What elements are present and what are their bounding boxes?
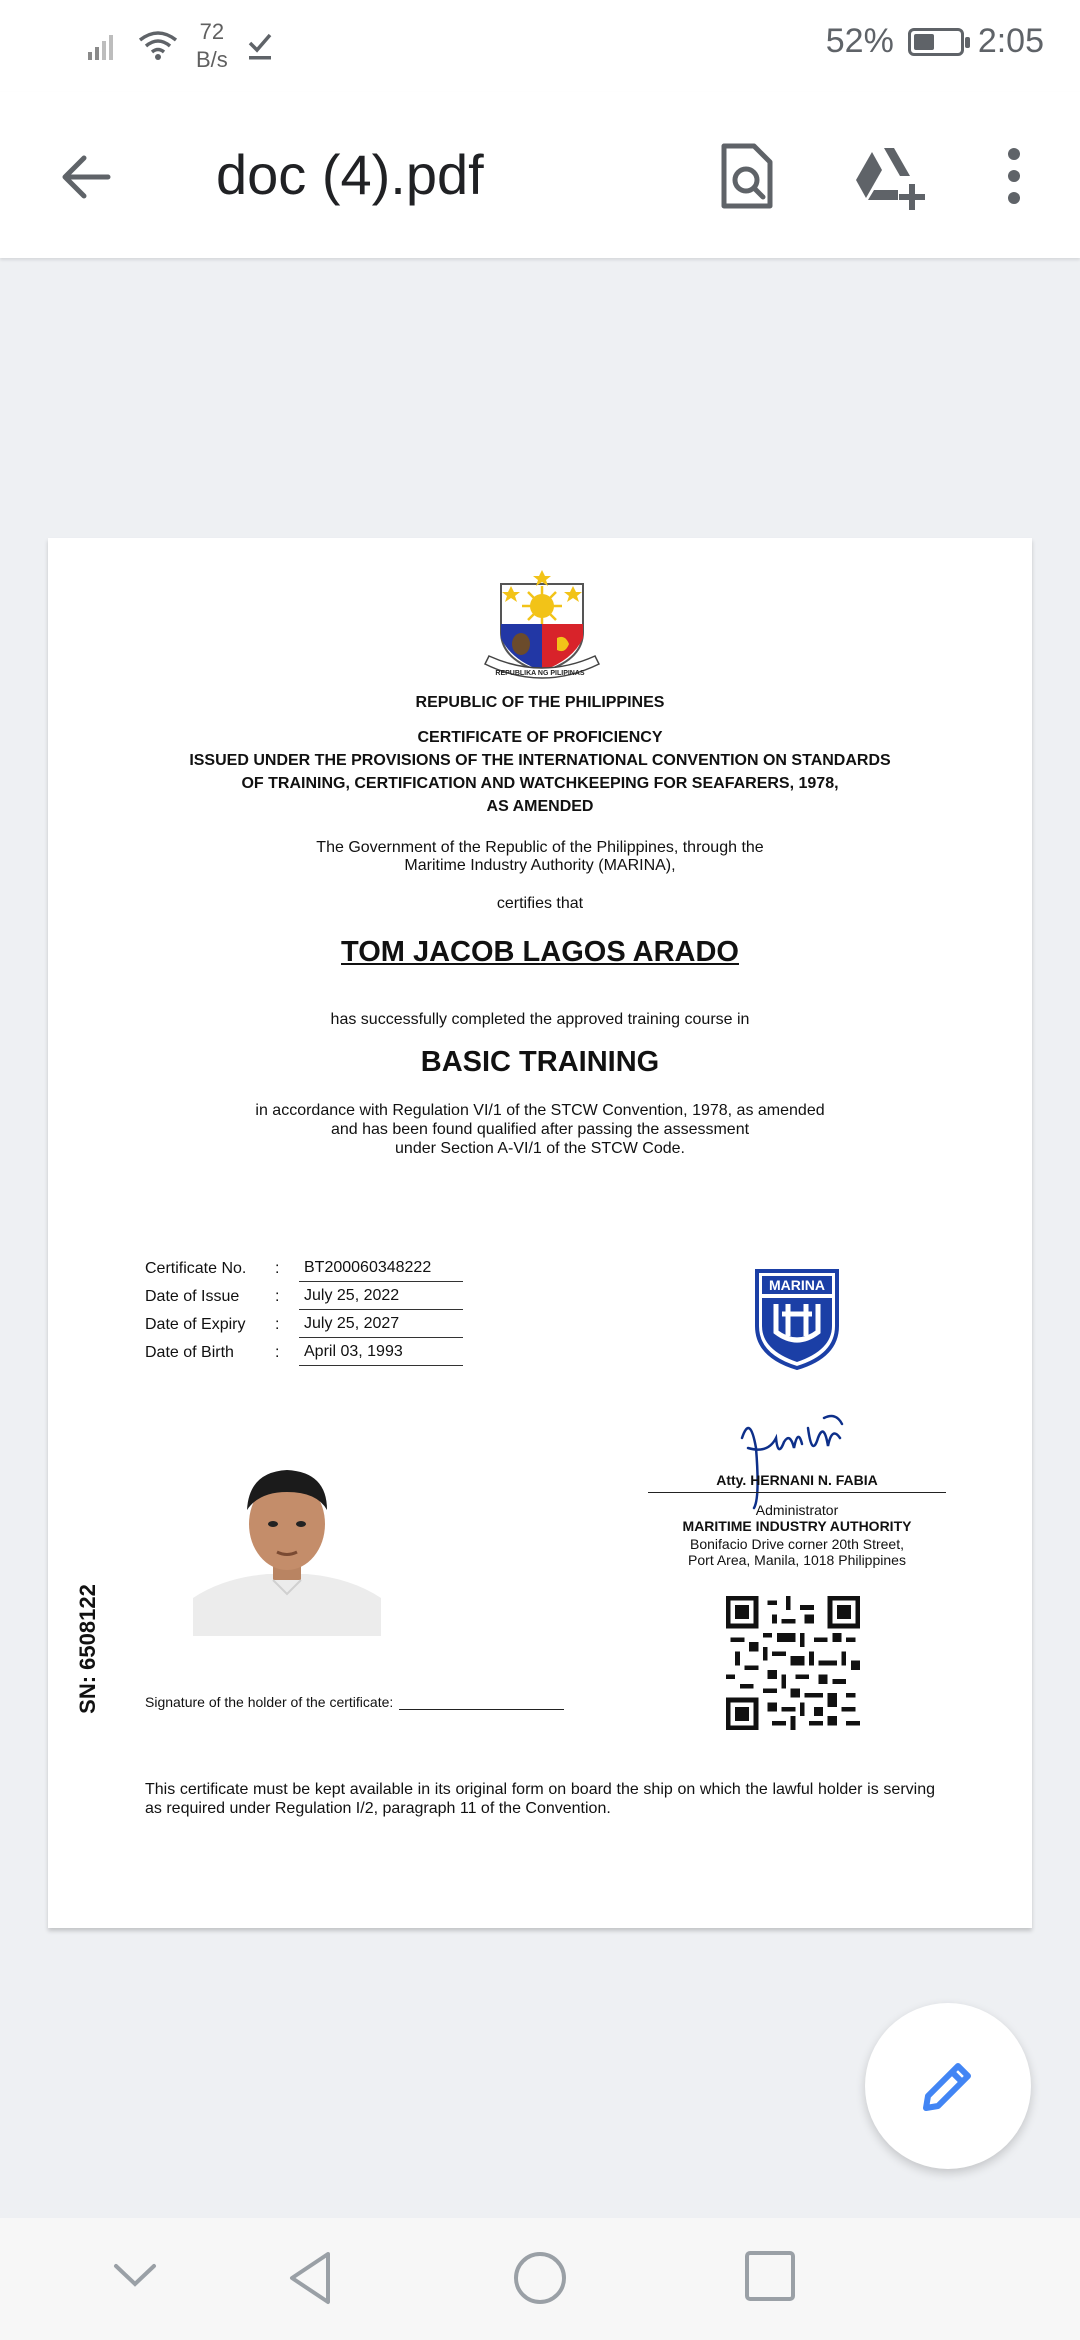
chevron-down-icon[interactable] xyxy=(110,2260,160,2290)
holder-signature-line xyxy=(399,1694,564,1710)
detail-label: Date of Expiry xyxy=(145,1316,246,1333)
nav-back-icon[interactable] xyxy=(284,2248,336,2308)
app-bar xyxy=(0,92,1080,258)
certificate-type: CERTIFICATE OF PROFICIENCY xyxy=(417,729,663,746)
nav-home-icon[interactable] xyxy=(510,2248,570,2308)
detail-row xyxy=(145,1282,463,1310)
document-title: doc (4).pdf xyxy=(216,143,484,206)
status-bar xyxy=(0,0,1080,92)
coat-of-arms-seal xyxy=(481,568,603,684)
pdf-page[interactable] xyxy=(48,538,1032,1928)
navigation-bar xyxy=(0,2218,1080,2340)
certificate-number: BT200060348222 xyxy=(299,1259,463,1282)
detail-sep: : xyxy=(275,1316,280,1333)
detail-sep: : xyxy=(275,1344,280,1361)
issued-line-2: OF TRAINING, CERTIFICATION AND WATCHKEEPING FOR SEAFARERS, 1978, xyxy=(241,775,839,792)
authority-address xyxy=(648,1536,946,1568)
administrator-name: Atty. HERNANI N. FABIA xyxy=(716,1472,878,1488)
add-to-drive-icon[interactable] xyxy=(852,140,928,212)
address-line-2: Port Area, Manila, 1018 Philippines xyxy=(688,1552,906,1568)
download-done-icon xyxy=(246,31,274,61)
certifies-that: certifies that xyxy=(496,895,584,912)
issued-line-1: ISSUED UNDER THE PROVISIONS OF THE INTERNATIONAL CONVENTION ON STANDARDS xyxy=(189,752,891,769)
detail-label: Certificate No. xyxy=(145,1260,247,1277)
regulation-line-3: under Section A-VI/1 of the STCW Code. xyxy=(395,1140,685,1157)
seal-ribbon-text: REPUBLIKA NG PILIPINAS xyxy=(495,670,585,677)
government-line-2: Maritime Industry Authority (MARINA), xyxy=(404,857,676,874)
regulation-line-1: in accordance with Regulation VI/1 of the STCW Convention, 1978, as amended xyxy=(255,1102,825,1119)
date-of-issue: July 25, 2022 xyxy=(299,1287,463,1310)
regulation-line-2: and has been found qualified after passing the assessment xyxy=(330,1121,750,1138)
date-of-birth: April 03, 1993 xyxy=(299,1343,463,1366)
network-speed: 72 B/s xyxy=(196,19,228,72)
detail-sep: : xyxy=(275,1288,280,1305)
clock: 2:05 xyxy=(977,22,1044,60)
qr-code xyxy=(726,1596,860,1730)
edit-button[interactable] xyxy=(865,2003,1031,2169)
certificate-details xyxy=(145,1254,463,1366)
holder-signature-label: Signature of the holder of the certificate: xyxy=(145,1694,394,1710)
more-vert-icon[interactable] xyxy=(996,140,1032,212)
administrator-title: Administrator xyxy=(755,1502,839,1518)
detail-row xyxy=(145,1338,463,1366)
battery-percent: 52% xyxy=(825,22,894,60)
course-title: BASIC TRAINING xyxy=(420,1046,660,1078)
detail-label: Date of Birth xyxy=(145,1344,234,1361)
date-of-expiry: July 25, 2027 xyxy=(299,1315,463,1338)
authority-name: MARITIME INDUSTRY AUTHORITY xyxy=(682,1518,912,1534)
detail-row xyxy=(145,1254,463,1282)
serial-number: SN: 6508122 xyxy=(75,1584,100,1714)
detail-row xyxy=(145,1310,463,1338)
battery-icon xyxy=(908,28,964,56)
marina-logo xyxy=(754,1268,840,1370)
address-line-1: Bonifacio Drive corner 20th Street, xyxy=(690,1536,904,1552)
issued-line-3: AS AMENDED xyxy=(486,798,594,815)
marina-logo-text: MARINA xyxy=(769,1277,825,1293)
arrow-back-icon[interactable] xyxy=(50,142,120,212)
wifi-icon xyxy=(138,30,178,62)
detail-label: Date of Issue xyxy=(145,1288,240,1305)
detail-sep: : xyxy=(275,1260,280,1277)
edit-pencil-icon xyxy=(918,2056,978,2116)
holder-signature-field xyxy=(145,1694,564,1710)
completed-text: has successfully completed the approved training course in xyxy=(330,1011,750,1028)
signal-icon xyxy=(86,32,120,60)
republic-heading: REPUBLIC OF THE PHILIPPINES xyxy=(415,694,665,711)
administrator-signature xyxy=(728,1408,858,1514)
holder-name: TOM JACOB LAGOS ARADO xyxy=(341,936,739,968)
footer-notice: This certificate must be kept available in its original form on board the ship on which the lawful holder is serving as required under Regulation I/2, paragraph 11 of the Convention. xyxy=(145,1781,935,1817)
nav-recents-icon[interactable] xyxy=(742,2248,798,2304)
signature-line xyxy=(648,1492,946,1493)
government-line-1: The Government of the Republic of the Philippines, through the xyxy=(316,839,764,856)
holder-photo xyxy=(193,1458,381,1636)
find-in-page-icon[interactable] xyxy=(710,140,782,212)
